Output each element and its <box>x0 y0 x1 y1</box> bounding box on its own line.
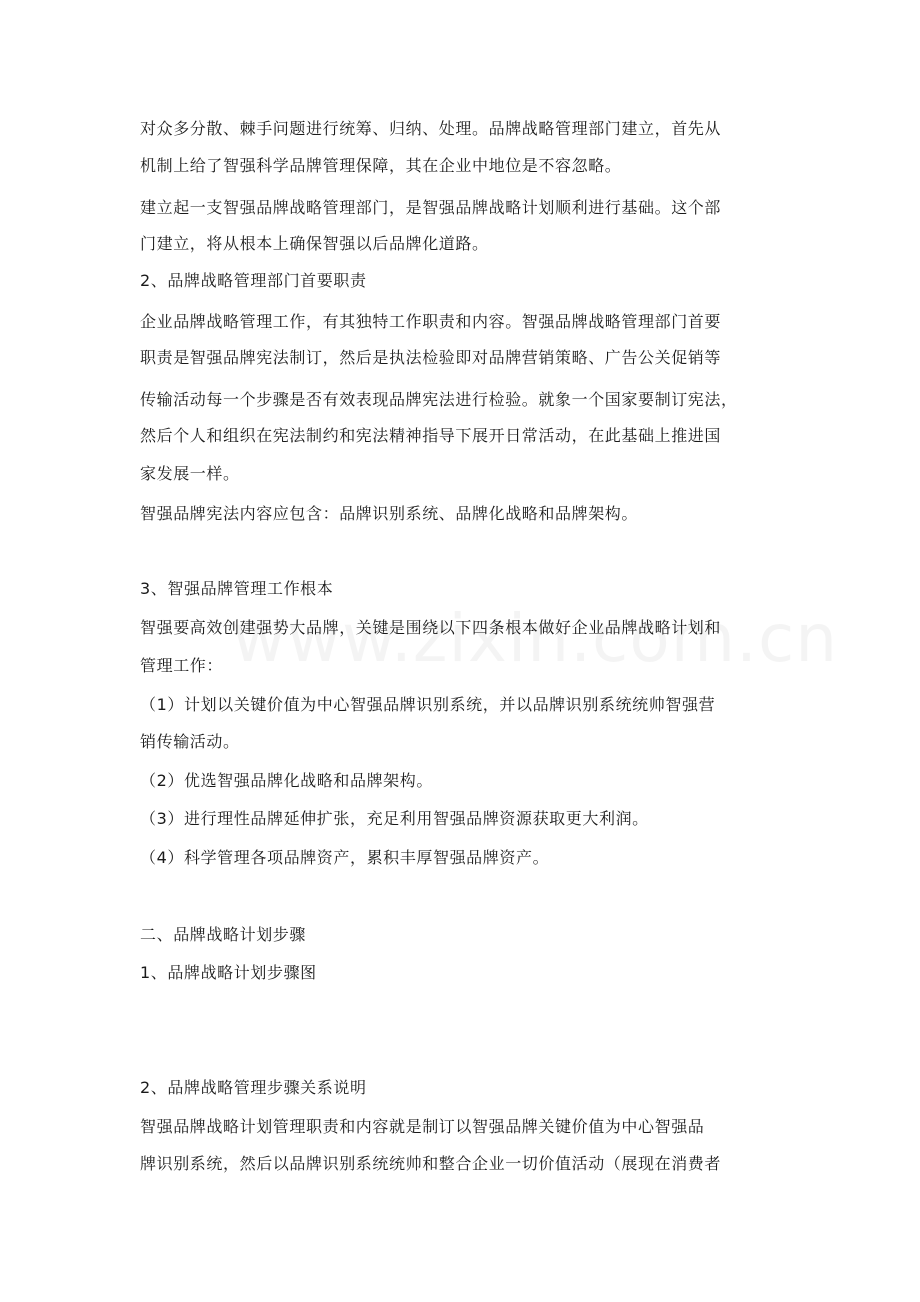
body-line-7: 职责是智强品牌宪法制订，然后是执法检验即对品牌营销策略、广告公关促销等 <box>140 348 722 367</box>
body-line-24: 牌识别系统，然后以品牌识别系统统帅和整合企业一切价值活动（展现在消费者 <box>140 1154 722 1173</box>
body-line-11: 智强品牌宪法内容应包含：品牌识别系统、品牌化战略和品牌架构。 <box>140 504 639 523</box>
body-line-8: 传输活动每一个步骤是否有效表现品牌宪法进行检验。就象一个国家要制订宪法， <box>140 390 738 409</box>
body-line-13: 智强要高效创建强势大品牌，关键是围绕以下四条根本做好企业品牌战略计划和 <box>140 618 722 637</box>
body-line-23: 智强品牌战略计划管理职责和内容就是制订以智强品牌关键价值为中心智强品 <box>140 1117 705 1136</box>
body-line-4: 门建立，将从根本上确保智强以后品牌化道路。 <box>140 234 489 253</box>
list-item-1-line-1: （1）计划以关键价值为中心智强品牌识别系统，并以品牌识别系统统帅智强营 <box>140 695 716 714</box>
body-line-9: 然后个人和组织在宪法制约和宪法精神指导下展开日常活动，在此基础上推进国 <box>140 426 722 445</box>
body-line-1: 对众多分散、棘手问题进行统筹、归纳、处理。品牌战略管理部门建立，首先从 <box>140 119 722 138</box>
body-line-3: 建立起一支智强品牌战略管理部门，是智强品牌战略计划顺利进行基础。这个部 <box>140 198 722 217</box>
body-line-6: 企业品牌战略管理工作，有其独特工作职责和内容。智强品牌战略管理部门首要 <box>140 312 722 331</box>
list-item-4: （4）科学管理各项品牌资产，累积丰厚智强品牌资产。 <box>140 848 550 867</box>
body-line-14: 管理工作： <box>140 656 224 675</box>
list-item-3: （3）进行理性品牌延伸扩张，充足利用智强品牌资源获取更大利润。 <box>140 809 649 828</box>
section-heading-2: 2、品牌战略管理部门首要职责 <box>140 271 367 290</box>
section-heading-2-2: 2、品牌战略管理步骤关系说明 <box>140 1078 367 1097</box>
chapter-heading-2: 二、品牌战略计划步骤 <box>140 925 307 944</box>
body-line-2: 机制上给了智强科学品牌管理保障，其在企业中地位是不容忽略。 <box>140 156 622 175</box>
section-heading-3: 3、智强品牌管理工作根本 <box>140 579 334 598</box>
section-heading-2-1: 1、品牌战略计划步骤图 <box>140 963 317 982</box>
list-item-2: （2）优选智强品牌化战略和品牌架构。 <box>140 771 433 790</box>
body-line-10: 家发展一样。 <box>140 464 240 483</box>
list-item-1-line-2: 销传输活动。 <box>140 732 240 751</box>
